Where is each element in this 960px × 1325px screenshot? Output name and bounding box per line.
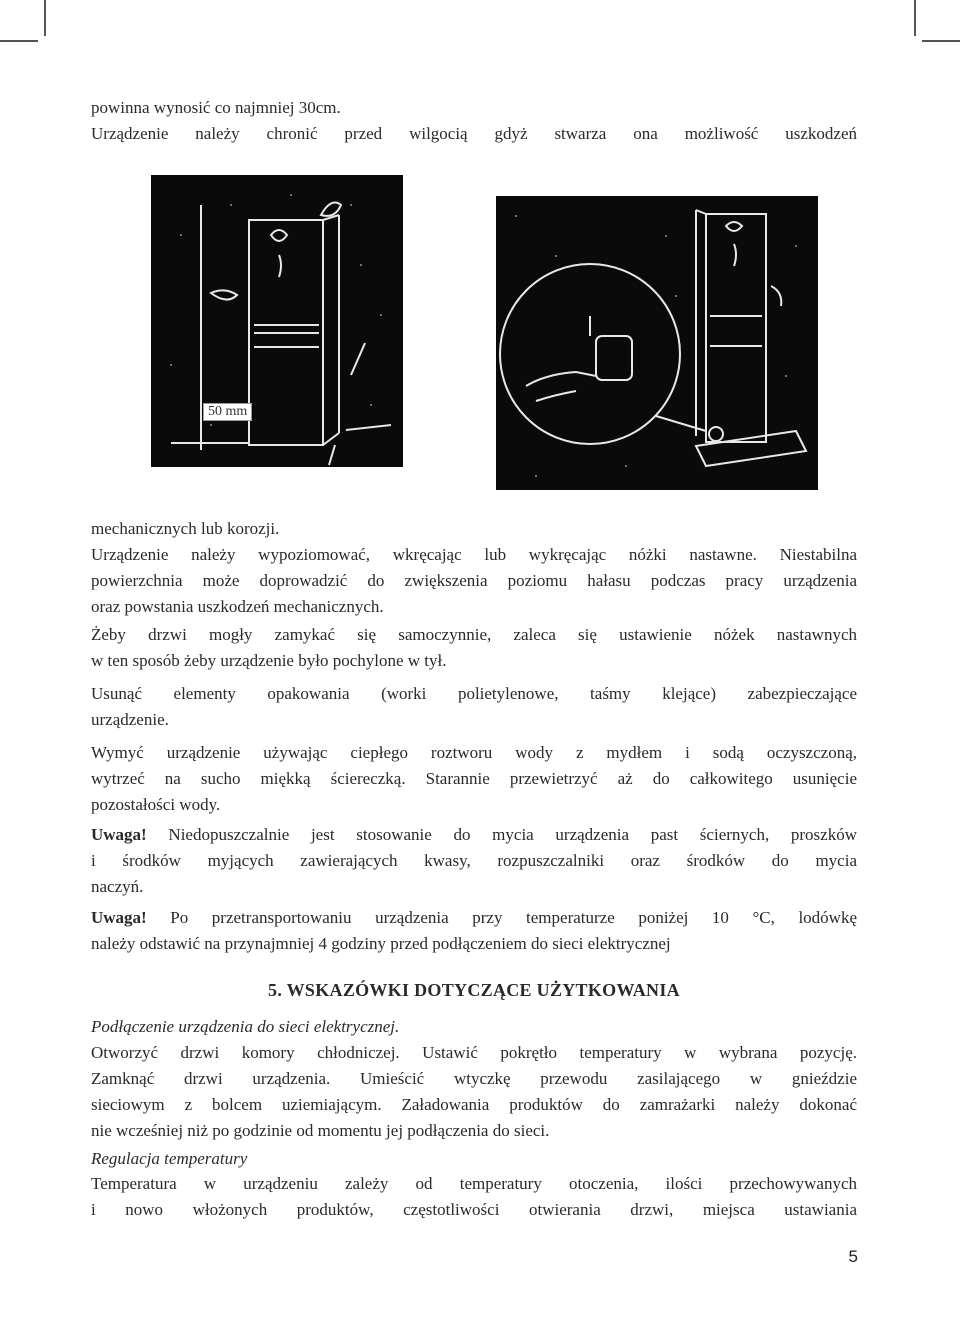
- figure-right-leveling-feet: [496, 196, 818, 490]
- text-line: nie wcześniej niż po godzinie od momentu jej podłączenia do sieci.: [91, 1121, 550, 1140]
- fridge-drawing-left: [151, 175, 403, 467]
- clearance-label: 50 mm: [203, 403, 252, 421]
- text-line: Zamknąć drzwi urządzenia. Umieścić wtyczkę przewodu zasilającego w gnieździe: [91, 1069, 857, 1088]
- warning-label: Uwaga!: [91, 908, 147, 927]
- text-line: Otworzyć drzwi komory chłodniczej. Ustawić pokrętło temperatury w wybrana pozycję.: [91, 1043, 857, 1062]
- text-line: powierzchnia może doprowadzić do zwiększenia poziomu hałasu podczas pracy urządzenia: [91, 571, 857, 590]
- warning-text: Po przetransportowaniu urządzenia przy temperaturze poniżej 10 °C, lodówkę: [146, 908, 857, 927]
- subheading-connection: [91, 1014, 857, 1040]
- crop-mark: [914, 0, 916, 36]
- text-line: naczyń.: [91, 877, 144, 896]
- text-line: mechanicznych lub korozji.: [91, 519, 280, 538]
- text-line: Urządzenie należy wypoziomować, wkręcając lub wykręcając nóżki nastawne. Niestabilna: [91, 545, 857, 564]
- text-line: [91, 822, 857, 848]
- text-line: w ten sposób żeby urządzenie było pochylone w tył.: [91, 651, 447, 670]
- text-line: sieciowym z bolcem uziemiającym. Załadowania produktów do zamrażarki należy dokonać: [91, 1095, 857, 1114]
- intro-block: [91, 95, 857, 147]
- text-line: powinna wynosić co najmniej 30cm.: [91, 98, 341, 117]
- text-line: Żeby drzwi mogły zamykać się samoczynnie, zaleca się ustawienie nóżek nastawnych: [91, 625, 857, 644]
- text-line: Usunąć elementy opakowania (worki polietylenowe, taśmy klejące) zabezpieczające: [91, 684, 857, 703]
- paragraph-connection: [91, 1040, 857, 1144]
- figure-left-fridge-clearance: [151, 175, 403, 467]
- text-line: oraz powstania uszkodzeń mechanicznych.: [91, 597, 384, 616]
- text-line: urządzenie.: [91, 710, 169, 729]
- fridge-drawing-right: [496, 196, 818, 490]
- paragraph-door-closing: [91, 622, 857, 674]
- text-line: Urządzenie należy chronić przed wilgocią gdyż stwarza ona możliwość uszkodzeń: [91, 124, 857, 143]
- subheading: Regulacja temperatury: [91, 1149, 248, 1168]
- paragraph-leveling: [91, 542, 857, 620]
- paragraph-packaging: [91, 681, 857, 733]
- text-line: wytrzeć na sucho miękką ściereczką. Starannie przewietrzyć aż do całkowitego usunięcie: [91, 769, 857, 788]
- text-line: i środków myjących zawierających kwasy, rozpuszczalniki oraz środków do mycia: [91, 851, 857, 870]
- crop-mark: [922, 40, 960, 42]
- warning-text: Niedopuszczalnie jest stosowanie do mycia urządzenia past ściernych, proszków: [146, 825, 857, 844]
- crop-mark: [0, 40, 38, 42]
- text-line: i nowo włożonych produktów, częstotliwości otwierania drzwi, miejsca ustawiania: [91, 1200, 857, 1219]
- paragraph-temperature: [91, 1171, 857, 1223]
- page-number: 5: [848, 1247, 858, 1266]
- paragraph-warning-cleaning: [91, 822, 857, 900]
- paragraph-warning-transport: [91, 905, 857, 957]
- text-line: [91, 905, 857, 931]
- text-line: Wymyć urządzenie używając ciepłego roztworu wody z mydłem i sodą oczyszczoną,: [91, 743, 857, 762]
- paragraph-cleaning: [91, 740, 857, 818]
- warning-label: Uwaga!: [91, 825, 147, 844]
- text-line: należy odstawić na przynajmniej 4 godziny przed podłączeniem do sieci elektrycznej: [91, 934, 671, 953]
- paragraph-corrosion: [91, 516, 857, 542]
- section-heading: 5. WSKAZÓWKI DOTYCZĄCE UŻYTKOWANIA: [268, 980, 680, 1000]
- text-line: Temperatura w urządzeniu zależy od temperatury otoczenia, ilości przechowywanych: [91, 1174, 857, 1193]
- subheading-temperature: [91, 1146, 857, 1172]
- crop-mark: [44, 0, 46, 36]
- text-line: pozostałości wody.: [91, 795, 221, 814]
- subheading: Podłączenie urządzenia do sieci elektrycznej.: [91, 1017, 400, 1036]
